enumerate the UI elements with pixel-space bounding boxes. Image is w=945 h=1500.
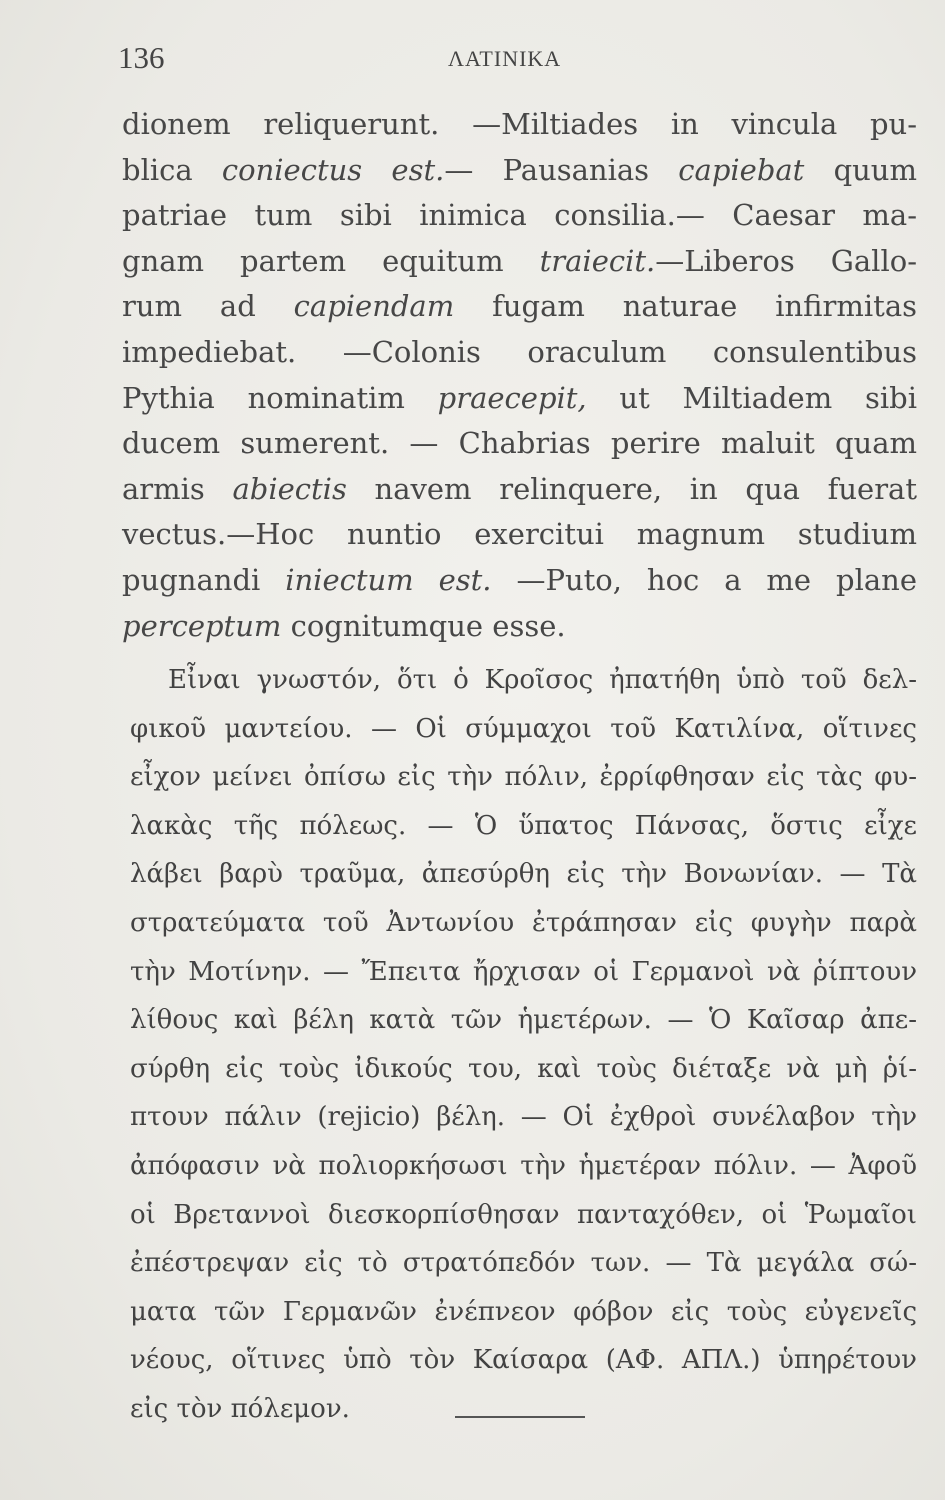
latin-line	[122, 284, 917, 330]
latin-line	[122, 330, 917, 376]
latin-text-run: ut Miltiadem sibi	[586, 380, 917, 415]
greek-line: στρατεύματα τοῦ Ἀντωνίου ἐτράπησαν εἰς φυγὴν παρὰ	[130, 907, 917, 938]
latin-exercise-text	[122, 102, 917, 649]
latin-text-run: ducem sumerent. — Chabrias perire maluit quam	[122, 426, 917, 461]
greek-line: εἶχον μείνει ὀπίσω εἰς τὴν πόλιν, ἐρρίφθησαν εἰς τὰς φυ-	[130, 762, 917, 793]
latin-italic-phrase: traiecit.	[539, 243, 656, 278]
greek-line: ἀπόφασιν νὰ πολιορκήσωσι τὴν ἡμετέραν πόλιν. — Ἀφοῦ	[130, 1150, 917, 1181]
greek-exercise-text	[130, 656, 917, 1434]
greek-line: ματα τῶν Γερμανῶν ἐνέπνεον φόβον εἰς τοὺς εὐγενεῖς	[130, 1296, 917, 1327]
latin-italic-phrase: praecepit,	[437, 380, 587, 415]
latin-italic-phrase: capiendam	[293, 289, 455, 324]
latin-line	[122, 467, 917, 513]
latin-text-run: Pythia nominatim	[122, 380, 438, 415]
latin-text-run: armis	[122, 471, 233, 506]
latin-text-run: pugnandi	[122, 562, 286, 597]
latin-text-run: gnam partem equitum	[122, 243, 540, 278]
latin-text-run: vectus.—Hoc nuntio exercitui magnum studium	[122, 517, 917, 552]
page-header	[118, 40, 908, 80]
greek-line: Εἶναι γνωστόν, ὅτι ὁ Κροῖσος ἠπατήθη ὑπὸ τοῦ δελ-	[168, 665, 917, 695]
latin-text-run: fugam naturae infirmitas	[454, 289, 917, 324]
greek-line: λίθους καὶ βέλη κατὰ τῶν ἡμετέρων. — Ὁ Καῖσαρ ἀπε-	[130, 1005, 917, 1036]
greek-line: τὴν Μοτίνην. — Ἔπειτα ἤρχισαν οἱ Γερμανοὶ νὰ ῥίπτουν	[130, 956, 917, 987]
latin-text-run: —Liberos Gallo-	[655, 243, 917, 278]
latin-text-run: patriae tum sibi inimica consilia.— Caesar ma-	[122, 198, 917, 233]
latin-text-run: dionem reliquerunt. —Miltiades in vincula pu-	[122, 107, 917, 141]
latin-line	[122, 604, 917, 650]
latin-text-run: cognitumque esse.	[281, 608, 566, 643]
latin-text-run: —Puto, hoc a me plane	[491, 562, 917, 597]
latin-text-run: impediebat. —Colonis oraculum consulentibus	[122, 334, 917, 369]
greek-line: φικοῦ μαντείου. — Οἱ σύμμαχοι τοῦ Κατιλίνα, οἵτινες	[130, 713, 917, 744]
latin-text-run: rum ad	[122, 289, 294, 324]
greek-line: νέους, οἵτινες ὑπὸ τὸν Καίσαρα (ΑΦ. ΑΠΛ.) ὑπηρέτουν	[130, 1345, 917, 1376]
latin-text-run: blica	[122, 152, 222, 187]
latin-line	[122, 558, 917, 604]
latin-line	[122, 148, 917, 194]
latin-text-run: quum	[804, 152, 917, 187]
latin-line	[122, 376, 917, 422]
greek-line: λακὰς τῆς πόλεως. — Ὁ ὕπατος Πάνσας, ὅστις εἶχε	[130, 810, 917, 841]
greek-line: ἐπέστρεψαν εἰς τὸ στρατόπεδόν των. — Τὰ μεγάλα σώ-	[130, 1248, 917, 1279]
page-number: 136	[118, 40, 165, 75]
latin-italic-phrase: iniectum est.	[285, 562, 492, 597]
latin-text-run: — Pausanias	[444, 152, 679, 187]
latin-italic-phrase: perceptum	[122, 608, 282, 643]
latin-italic-phrase: coniectus est.	[221, 152, 445, 187]
latin-italic-phrase: capiebat	[678, 152, 805, 187]
latin-line	[122, 239, 917, 285]
running-head: ΛΑΤΙΝΙΚΑ	[448, 46, 562, 71]
greek-line: πτουν πάλιν (rejicio) βέλη. — Οἱ ἐχθροὶ συνέλαβον τὴν	[130, 1102, 917, 1133]
latin-line	[122, 421, 917, 467]
greek-line: σύρθη εἰς τοὺς ἰδικούς του, καὶ τοὺς διέταξε νὰ μὴ ῥί-	[130, 1053, 917, 1084]
end-rule	[455, 1416, 585, 1418]
greek-line: οἱ Βρεταννοὶ διεσκορπίσθησαν πανταχόθεν, οἱ Ῥωμαῖοι	[130, 1199, 917, 1230]
greek-line: εἰς τὸν πόλεμον.	[130, 1393, 350, 1424]
latin-line	[122, 193, 917, 239]
greek-line: λάβει βαρὺ τραῦμα, ἀπεσύρθη εἰς τὴν Βονωνίαν. — Τὰ	[130, 859, 917, 890]
latin-italic-phrase: abiectis	[232, 471, 347, 506]
latin-text-run: navem relinquere, in qua fuerat	[346, 471, 917, 506]
latin-line	[122, 512, 917, 558]
latin-line	[122, 102, 917, 148]
